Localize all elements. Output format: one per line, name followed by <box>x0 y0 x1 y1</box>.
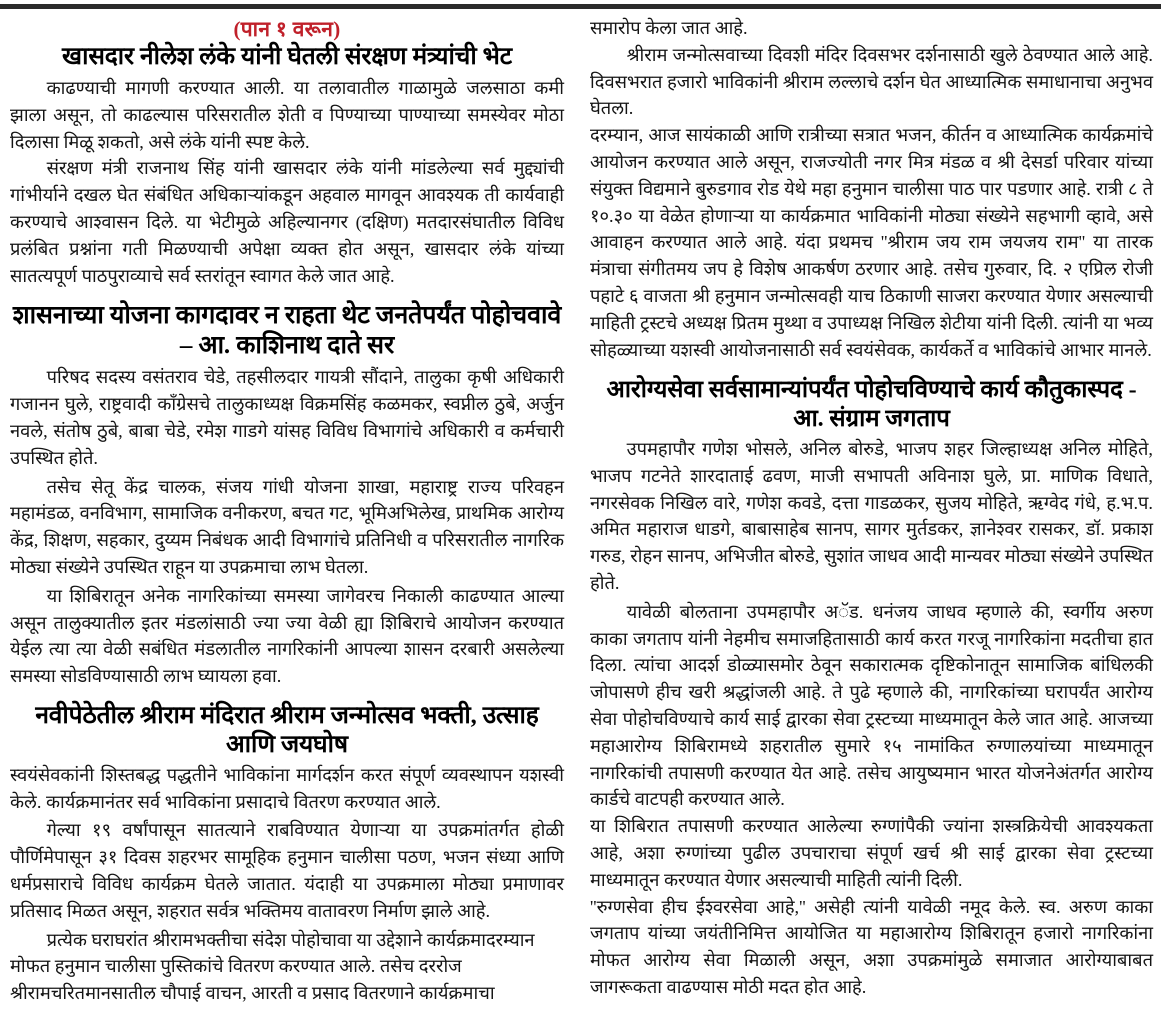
paragraph: यावेळी बोलताना उपमहापौर अॅड. धनंजय जाधव म्हणाले की, स्वर्गीय अरुण काका जगताप यांनी नेहमीच समाजहितासाठी कार्य करत गरजू नागरिकांना मदतीचा हात दिला. त्यांचा आदर्श डोळ्यासमोर ठेवून सकारात्मक दृष्टिकोनातून सामाजिक बांधिलकी जोपासणे हीच खरी श्रद्धांजली आहे. ते पुढे म्हणाले की, नागरिकांच्या घरापर्यंत आरोग्य सेवा पोहोचविण्याचे कार्य साई द्वारका सेवा ट्रस्टच्या माध्यमातून केले जात आहे. आजच्या महाआरोग्य शिबिरामध्ये शहरातील सुमारे १५ नामांकित रुग्णालयांच्या माध्यमातून नागरिकांची तपासणी करण्यात येत आहे. तसेच आयुष्यमान भारत योजनेअंतर्गत आरोग्य कार्डचे वाटपही करण्यात आले. <box>590 601 1153 810</box>
headline-lanke: खासदार नीलेश लंके यांनी घेतली संरक्षण मंत्र्यांची भेट <box>62 43 512 71</box>
paragraph: दरम्यान, आज सायंकाळी आणि रात्रीच्या सत्रात भजन, कीर्तन व आध्यात्मिक कार्यक्रमांचे आयोजन करण्यात आले असून, राजज्योती नगर मित्र मंडळ व श्री देसर्डा परिवार यांच्या संयुक्त विद्यमाने बुरुडगाव रोड येथे महा हनुमान चालीसा पाठ पार पडणार आहे. रात्री ८ ते १०.३० या वेळेत होणाऱ्या या कार्यक्रमात भाविकांनी मोठ्या संख्येने सहभागी व्हावे, असे आवाहन करण्यात आले आहे. यंदा प्रथमच ''श्रीराम जय राम जयजय राम'' या तारक मंत्राचा संगीतमय जप हे विशेष आकर्षण ठरणार आहे. तसेच गुरुवार, दि. २ एप्रिल रोजी पहाटे ६ वाजता श्री हनुमान जन्मोत्सवही याच ठिकाणी साजरा करण्यात येणार असल्याची माहिती ट्रस्टचे अध्यक्ष प्रितम मुथ्था व उपाध्यक्ष निखिल शेटीया यांनी दिली. त्यांनी या भव्य सोहळ्याच्या यशस्वी आयोजनासाठी सर्व स्वयंसेवक, कार्यकर्ते व भाविकांचे आभार मानले. <box>590 125 1153 360</box>
left-column <box>0 9 578 1007</box>
paragraph: संरक्षण मंत्री राजनाथ सिंह यांनी खासदार लंके यांनी मांडलेल्या सर्व मुद्द्यांची गांभीर्याने दखल घेत संबंधित अधिकाऱ्यांकडून अहवाल मागवून आवश्यक ती कार्यवाही करण्याचे आश्वासन दिले. या भेटीमुळे अहिल्यानगर (दक्षिण) मतदारसंघातील विविध प्रलंबित प्रश्नांना गती मिळण्याची अपेक्षा व्यक्त होत असून, खासदार लंके यांच्या सातत्यपूर्ण पाठपुराव्याचे सर्व स्तरांतून स्वागत केले जात आहे. <box>10 158 564 286</box>
paragraph: तसेच सेतू केंद्र चालक, संजय गांधी योजना शाखा, महाराष्ट्र राज्य परिवहन महामंडळ, वनविभाग, सामाजिक वनीकरण, बचत गट, भूमिअभिलेख, प्राथमिक आरोग्य केंद्र, शिक्षण, सहकार, दुय्यम निबंधक आदी विभागांचे प्रतिनिधी व परिसरातील नागरिक मोठ्या संख्येने उपस्थित राहून या उपक्रमाचा लाभ घेतला. <box>10 476 564 577</box>
article-shriram-mandir <box>10 702 564 1007</box>
continued-from-page-kicker: (पान १ वरून) <box>233 17 341 41</box>
paragraph: या शिबिरातून अनेक नागरिकांच्या समस्या जागेवरच निकाली काढण्यात आल्या असून तालुक्यातील इतर मंडलांसाठी ज्या ज्या वेळी ह्या शिबिराचे आयोजन करण्यात येईल त्या त्या वेळी सबंधित मंडलातील नागरिकांनी आपल्या शासन दरबारी असलेल्या समस्या सोडविण्यासाठी लाभ घ्यायला हवा. <box>10 585 564 687</box>
paragraph: प्रत्येक घराघरांत श्रीरामभक्तीचा संदेश पोहोचावा या उद्देशाने कार्यक्रमादरम्यान मोफत हनुमान चालीसा पुस्तिकांचे वितरण करण्यात आले. तसेच दररोज श्रीरामचरितमानसातील चौपाई वाचन, आरती व प्रसाद वितरणाने कार्यक्रमाचा <box>10 929 535 1004</box>
article-shriram-mandir-continued <box>590 15 1153 363</box>
article-arogyaseva <box>590 376 1153 1000</box>
paragraph: ''रुग्णसेवा हीच ईश्वरसेवा आहे,'' असेही त्यांनी यावेळी नमूद केले. स्व. अरुण काका जगताप यांच्या जयंतीनिमित्त आयोजित या महाआरोग्य शिबिरातून हजारो नागरिकांना मोफत आरोग्य सेवा मिळाली असून, अशा उपक्रमांमुळे समाजात आरोग्याबाबत जागरूकता वाढण्यास मोठी मदत होत आहे. <box>590 896 1153 997</box>
headline-date-sir: शासनाच्या योजना कागदावर न राहता थेट जनतेपर्यंत पोहोचवावे – आ. काशिनाथ दाते सर <box>12 302 562 359</box>
paragraph: उपमहापौर गणेश भोसले, अनिल बोरुडे, भाजप शहर जिल्हाध्यक्ष अनिल मोहिते, भाजप गटनेते शारदाताई ढवण, माजी सभापती अविनाश घुले, प्रा. माणिक विधाते, नगरसेवक निखिल वारे, गणेश कवडे, दत्ता गाडळकर, सुजय मोहिते, ऋग्वेद गंधे, ह.भ.प. अमित महाराज धाडगे, बाबासाहेब सानप, सागर मुर्तडकर, ज्ञानेश्वर रासकर, डॉ. प्रकाश गरुड, रोहन सानप, अभिजीत बोरुडे, सुशांत जाधव आदी मान्यवर मोठ्या संख्येने उपस्थित होते. <box>590 438 1153 593</box>
paragraph: या शिबिरात तपासणी करण्यात आलेल्या रुग्णांपैकी ज्यांना शस्त्रक्रियेची आवश्यकता आहे, अशा रुग्णांच्या पुढील उपचाराचा संपूर्ण खर्च श्री साई द्वारका सेवा ट्रस्टच्या माध्यमातून करण्यात येणार असल्याची माहिती त्यांनी दिली. <box>590 816 1153 890</box>
paragraph: समारोप केला जात आहे. <box>590 18 748 38</box>
article-lanke <box>10 43 564 289</box>
headline-arogyaseva: आरोग्यसेवा सर्वसामान्यांपर्यंत पोहोचविण्याचे कार्य कौतुकास्पद - आ. संग्राम जगताप <box>606 377 1137 432</box>
paragraph: परिषद सदस्य वसंतराव चेडे, तहसीलदार गायत्री सौंदाने, तालुका कृषी अधिकारी गजानन घुले, राष्ट्रवादी काँग्रेसचे तालुकाध्यक्ष विक्रमसिंह कळमकर, स्वप्नील ठुबे, अर्जुन नवले, संतोष ठुबे, बाबा चेडे, रमेश गाडगे यांसह विविध विभागांचे अधिकारी व कर्मचारी उपस्थित होते. <box>10 367 564 468</box>
headline-shriram-mandir: नवीपेठेतील श्रीराम मंदिरात श्रीराम जन्मोत्सव भक्ती, उत्साह आणि जयघोष <box>35 701 539 758</box>
right-column <box>578 9 1161 1001</box>
paragraph: काढण्याची मागणी करण्यात आली. या तलावातील गाळामुळे जलसाठा कमी झाला असून, तो काढल्यास परिसरातील शेती व पिण्याच्या पाण्याच्या समस्येवर मोठा दिलासा मिळू शकतो, असे लंके यांनी स्पष्ट केले. <box>10 78 564 152</box>
paragraph: स्वयंसेवकांनी शिस्तबद्ध पद्धतीने भाविकांना मार्गदर्शन करत संपूर्ण व्यवस्थापन यशस्वी केले. कार्यक्रमानंतर सर्व भाविकांना प्रसादाचे वितरण करण्यात आले. <box>10 764 564 812</box>
article-date-sir <box>10 301 564 690</box>
paragraph: गेल्या १९ वर्षांपासून सातत्याने राबविण्यात येणाऱ्या या उपक्रमांतर्गत होळी पौर्णिमेपासून ३१ दिवस शहरभर सामूहिक हनुमान चालीसा पठण, भजन संध्या आणि धर्मप्रसाराचे विविध कार्यक्रम घेतले जातात. यंदाही या उपक्रमाला मोठ्या प्रमाणावर प्रतिसाद मिळत असून, शहरात सर्वत्र भक्तिमय वातावरण निर्माण झाले आहे. <box>10 820 564 921</box>
newspaper-page <box>0 9 1161 1032</box>
paragraph: श्रीराम जन्मोत्सवाच्या दिवशी मंदिर दिवसभर दर्शनासाठी खुले ठेवण्यात आले आहे. दिवसभरात हजारो भाविकांनी श्रीराम लल्लाचे दर्शन घेत आध्यात्मिक समाधानाचा अनुभव घेतला. <box>590 44 1153 119</box>
